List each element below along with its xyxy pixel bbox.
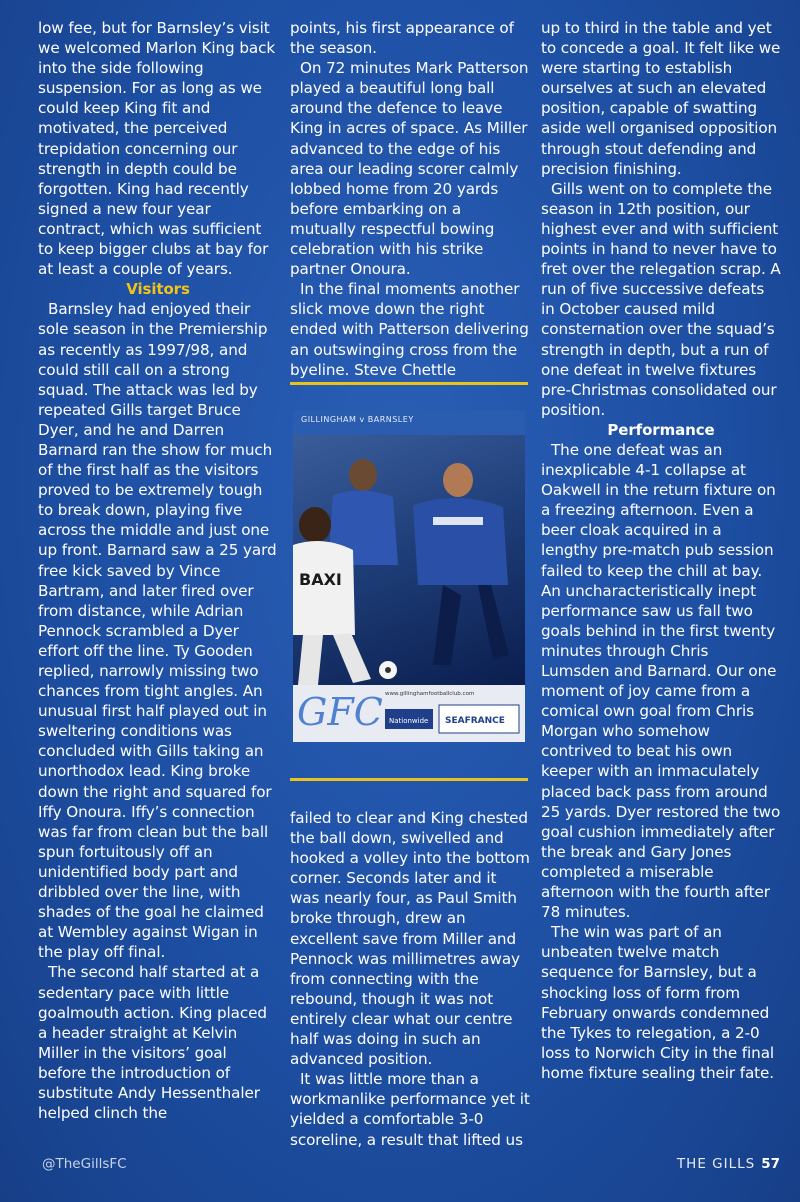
magazine-title: THE GILLS [676,1156,756,1172]
section-heading-performance: Performance [607,420,715,439]
divider-top [290,382,528,385]
article-paragraph: The win was part of an unbeaten twelve match sequence for Barnsley, but a shocking loss of form from February onwards condemned the Tykes to relegation, a 2-0 loss to Norwich City in the final home fixture sealing their fate. [541,923,775,1082]
article-paragraph: On 72 minutes Mark Patterson played a beautiful long ball around the defence to leave King in acres of space. As Miller advanced to the edge of his area our leading scorer calmly lobbed home from 20 yards before embarking on a mutually respectful bowing celebration with his strike partner Onoura. [290,59,529,279]
article-paragraph: The second half started at a sedentary pace with little goalmouth action. King placed a header straight at Kelvin Miller in the visitors’ goal before the introduction of substitute Andy Hessenthaler helped clinch the [38,963,267,1123]
programme-cover-figure [290,382,528,782]
social-handle: @TheGillsFC [42,1156,127,1172]
article-paragraph: up to third in the table and yet to concede a goal. It felt like we were starting to establish ourselves at such an elevated position, capable of swatting aside well organised opposition through stout defending and precision finishing. [541,19,781,178]
league-badge: Nationwide [389,717,429,725]
article-paragraph: low fee, but for Barnsley’s visit we welcomed Marlon King back into the side following suspension. For as long as we could keep King fit and motivated, the perceived trepidation concerning our strength in depth could be forgotten. King had recently signed a new four year contract, which was sufficient to keep bigger clubs at bay for at least a couple of years. [38,19,276,279]
svg-text:GFC: GFC [297,690,383,734]
section-heading-visitors: Visitors [126,280,190,299]
players-illustration [293,435,525,685]
sponsor-logo: SEAFRANCE [445,716,505,726]
article-paragraph: failed to clear and King chested the ball down, swivelled and hooked a volley into the bottom corner. Seconds later and it was nearly four, as Paul Smith broke through, drew an excellent save from Miller and Pennock was millimetres away from connecting with the rebound, though it was not entirely clear what our centre half was doing in such an advanced position. [290,809,530,1069]
cover-footer [293,685,525,742]
cover-photo [293,435,525,685]
article-paragraph: It was little more than a workmanlike performance yet it yielded a comfortable 3-0 scoreline, a result that lifted us [290,1070,530,1149]
programme-cover-image [293,411,525,742]
cover-website: www.gillinghamfootballclub.com [385,691,475,697]
article-paragraph: In the final moments another slick move down the right ended with Patterson delivering an outswinging cross from the byeline. Steve Chettle [290,280,529,379]
column-2 [290,18,530,380]
column-3 [541,18,781,1083]
gfc-crest-logo [293,685,525,742]
article-paragraph: Barnsley had enjoyed their sole season in the Premiership as recently as 1997/98, and could still call on a strong squad. The attack was led by repeated Gills target Bruce Dyer, and he and Darren Barnard ran the show for much of the first half as the visitors proved to be extremely tough to break down, playing five across the middle and just one up front. Barnard saw a 25 yard free kick saved by Vince Bartram, and later fired over from distance, while Adrian Pennock scrambled a Dyer effort off the line. Ty Gooden replied, narrowly missing two chances from tight angles. An unusual first half played out in sweltering conditions was concluded with Gills taking an unorthodox lead. King broke down the right and squared for Iffy Onoura. Iffy’s connection was far from clean but the ball spun fortuitously off an unidentified body part and dribbled over the line, with shades of the goal he claimed at Wembley against Wigan in the play off final. [38,300,277,962]
svg-text:BAXI: BAXI [299,570,342,589]
cover-header: GILLINGHAM v BARNSLEY [293,411,525,435]
page-footer [677,1156,780,1172]
column-1 [38,18,278,1123]
article-paragraph: The one defeat was an inexplicable 4-1 collapse at Oakwell in the return fixture on a freezing afternoon. Even a beer cloak acquired in a lengthy pre-match pub session failed to keep the chill at bay. An uncharacteristically inept performance saw us fall two goals behind in the first twenty minutes through Chris Lumsden and Barnard. Our one moment of joy came from a comical own goal from Chris Morgan who somehow contrived to beat his own keeper with an immaculately placed back pass from around 25 yards. Dyer restored the two goal cushion immediately after the break and Gary Jones completed a miserable afternoon with the fourth after 78 minutes. [541,440,781,922]
page-number: 57 [761,1156,780,1172]
column-2-continued [290,808,530,1150]
article-paragraph: points, his first appearance of the season. [290,19,514,58]
article-paragraph: Gills went on to complete the season in 12th position, our highest ever and with sufficient points in hand to never have to fret over the relegation scrap. A run of five successive defeats in October caused mild consternation over the squad’s strength in depth, but a run of one defeat in twelve fixtures pre-Christmas consolidated our position. [541,179,781,419]
divider-bottom [290,778,528,781]
